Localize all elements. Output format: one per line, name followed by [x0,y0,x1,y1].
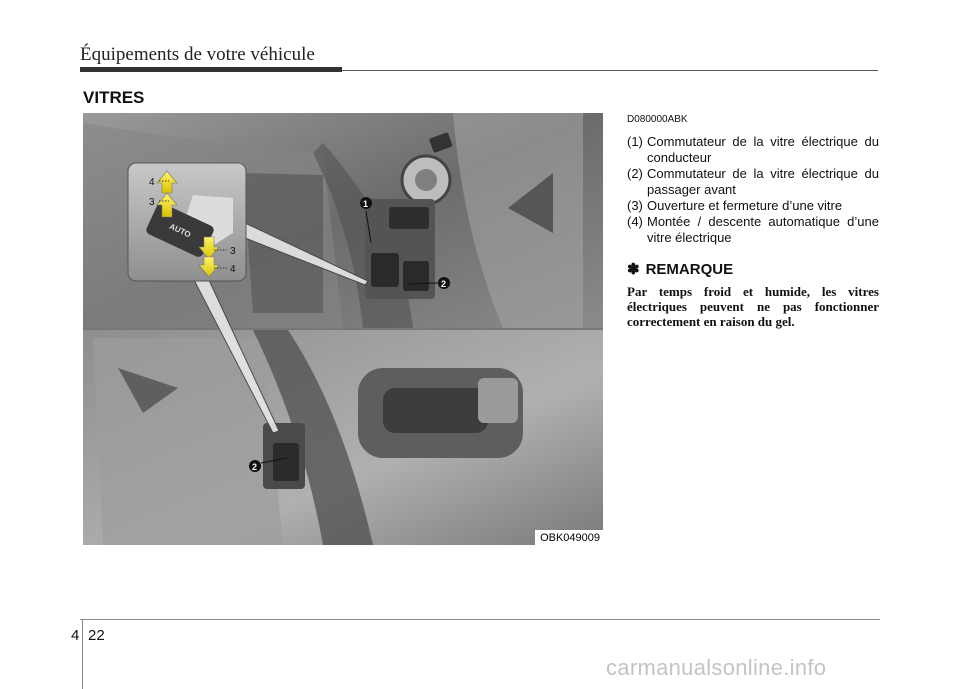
note-symbol-icon: ✽ [627,261,640,278]
window-switch-illustration [83,113,603,545]
watermark: carmanualsonline.info [606,655,827,680]
section-title: VITRES [83,88,145,107]
driver-window-switch [371,253,399,287]
illustration-svg [83,113,603,545]
svg-text:1: 1 [363,199,369,209]
svg-text:2: 2 [252,462,258,472]
callout-label-manual-up: 3 [149,197,155,208]
figure-code: OBK049009 [535,530,603,545]
footer-vertical-rule [82,619,83,689]
item-text: Ouverture et fermeture d’une vitre [647,198,843,213]
list-item [627,198,879,214]
header-rule [80,67,342,72]
item-text: Commutateur de la vitre électrique du passager avant [647,166,879,197]
item-number: (3) [627,198,643,213]
document-code: D080000ABK [627,114,688,125]
note-heading [627,262,879,278]
item-number: (4) [627,214,643,229]
page-header-title: Équipements de votre véhicule [80,44,315,65]
item-text: Montée / descente automatique d’une vitre électrique [647,214,879,245]
auto-switch-label: AUTO [167,221,193,240]
callout-label-auto-up: 4 [149,177,155,188]
list-item [627,134,879,166]
passenger-window-switch [403,261,429,291]
item-number: (1) [627,134,643,149]
list-item [627,214,879,246]
note-heading-text: REMARQUE [645,261,734,278]
item-text: Commutateur de la vitre électrique du conducteur [647,134,879,165]
content-column [627,112,879,329]
item-number: (2) [627,166,643,181]
svg-text:2: 2 [441,279,447,289]
list-item [627,166,879,198]
chapter-number: 4 [71,627,80,644]
header-rule-thin [342,70,878,71]
callout-label-manual-down: 3 [230,246,236,257]
note-body: Par temps froid et humide, les vitres électriques peuvent ne pas fonctionner correctement en raison du gel. [627,284,879,329]
page-number: 22 [88,627,105,644]
footer-rule [80,619,880,620]
callout-label-auto-down: 4 [230,264,236,275]
